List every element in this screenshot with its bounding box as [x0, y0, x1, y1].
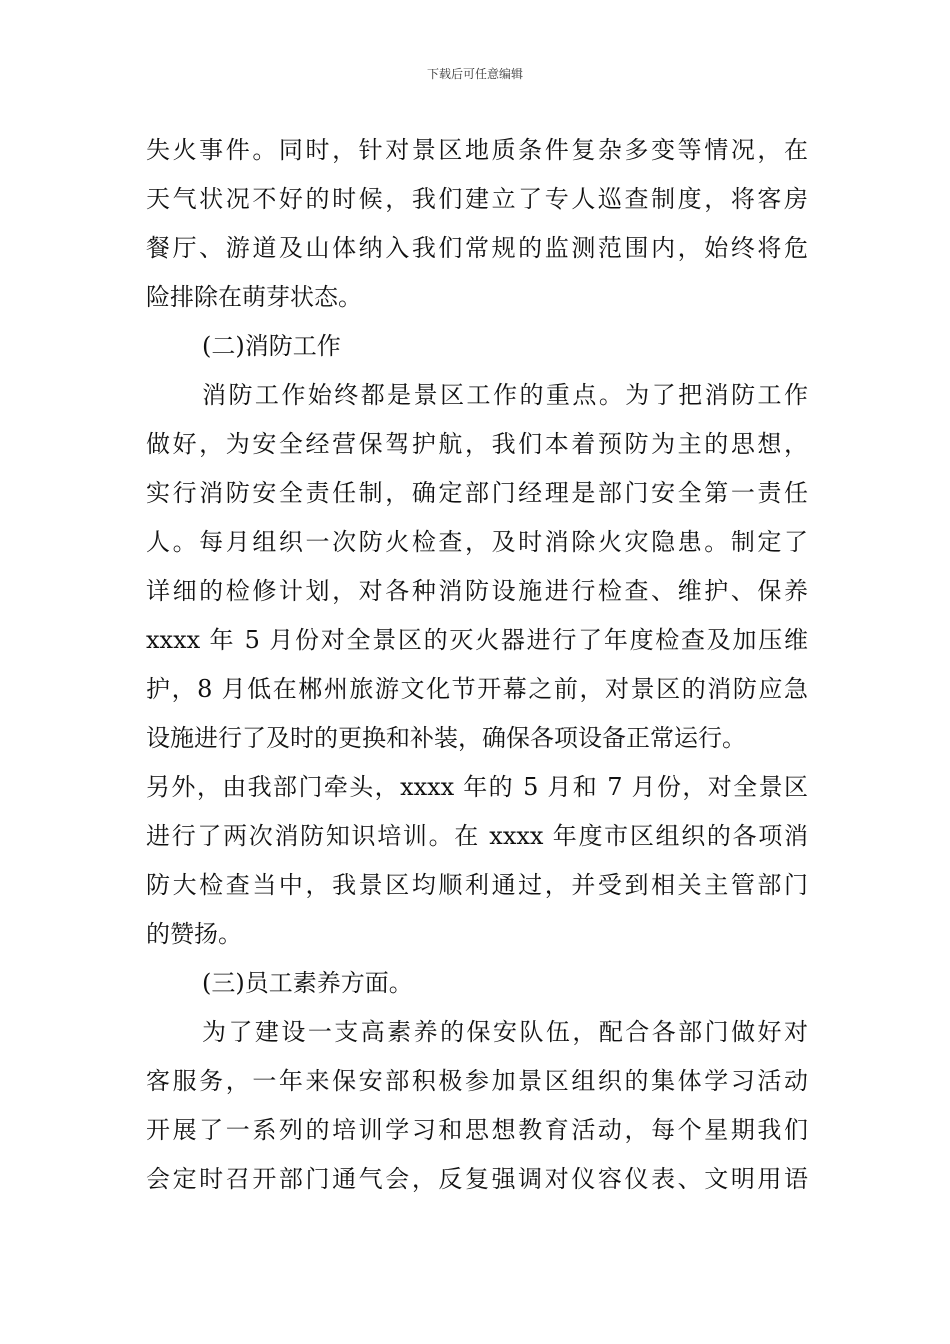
text-line: 天气状况不好的时候，我们建立了专人巡查制度，将客房 [146, 185, 808, 213]
section-heading: (三)员工素养方面。 [202, 969, 413, 997]
text-line: 进行了两次消防知识培训。在 xxxx 年度市区组织的各项消 [146, 822, 808, 850]
text-line: xxxx 年 5 月份对全景区的灭火器进行了年度检查及加压维 [146, 626, 808, 654]
text-line: 设施进行了及时的更换和补装，确保各项设备正常运行。 [146, 724, 746, 752]
text-line: 餐厅、游道及山体纳入我们常规的监测范围内，始终将危 [146, 234, 808, 262]
text-line: 会定时召开部门通气会，反复强调对仪容仪表、文明用语 [146, 1165, 808, 1193]
text-line: 人。每月组织一次防火检查，及时消除火灾隐患。制定了 [146, 528, 808, 556]
text-line: 的赞扬。 [146, 920, 242, 948]
text-line: 消防工作始终都是景区工作的重点。为了把消防工作 [202, 381, 808, 409]
text-line: 开展了一系列的培训学习和思想教育活动，每个星期我们 [146, 1116, 808, 1144]
page-header: 下载后可任意编辑 [426, 67, 523, 81]
text-line: 险排除在萌芽状态。 [146, 283, 362, 311]
text-line: 失火事件。同时，针对景区地质条件复杂多变等情况，在 [146, 136, 808, 164]
text-line: 为了建设一支高素养的保安队伍，配合各部门做好对 [202, 1018, 808, 1046]
text-line: 详细的检修计划，对各种消防设施进行检查、维护、保养 [146, 577, 808, 605]
text-line: 实行消防安全责任制，确定部门经理是部门安全第一责任 [146, 479, 808, 507]
section-heading: (二)消防工作 [202, 332, 341, 360]
text-line: 客服务，一年来保安部积极参加景区组织的集体学习活动 [146, 1067, 808, 1095]
document-body [146, 126, 808, 1204]
text-line: 另外，由我部门牵头，xxxx 年的 5 月和 7 月份，对全景区 [146, 773, 808, 801]
text-line: 护，8 月低在郴州旅游文化节开幕之前，对景区的消防应急 [146, 675, 808, 703]
text-line: 防大检查当中，我景区均顺利通过，并受到相关主管部门 [146, 871, 808, 899]
text-line: 做好，为安全经营保驾护航，我们本着预防为主的思想， [146, 430, 808, 458]
